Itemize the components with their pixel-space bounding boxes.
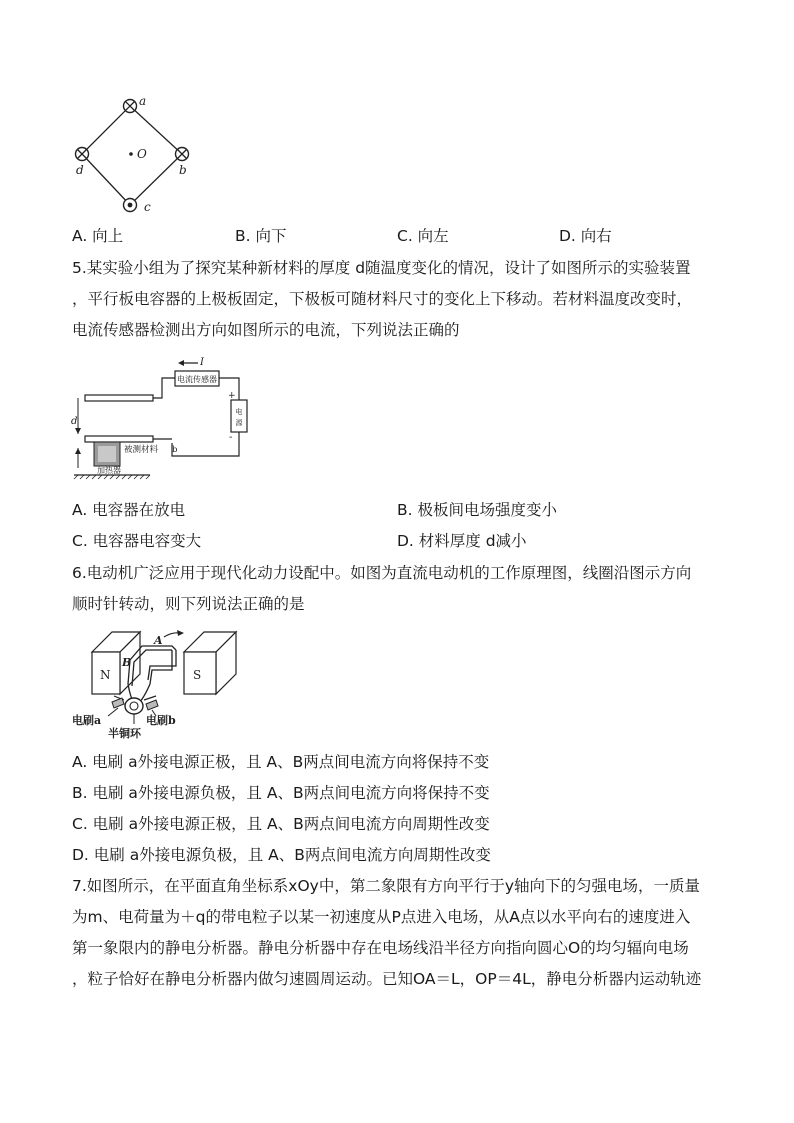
half-copper-ring-icon bbox=[112, 696, 158, 714]
s-magnet bbox=[184, 632, 236, 694]
point-a-label: A bbox=[154, 634, 163, 647]
q4-wire-square-diagram bbox=[70, 92, 200, 216]
q4-option-c: C. 向左 bbox=[397, 227, 449, 245]
q6-option-d: D. 电刷 a外接电源负极，且 A、B两点间电流方向周期性改变 bbox=[72, 846, 491, 864]
q6-option-a: A. 电刷 a外接电源正极，且 A、B两点间电流方向将保持不变 bbox=[72, 753, 490, 771]
plus-sign: + bbox=[228, 391, 236, 401]
s-label: S bbox=[193, 668, 202, 682]
q7-stem-line-2: 为m、电荷量为＋q的带电粒子以某一初速度从P点进入电场，从A点以水平向右的速度进入 bbox=[72, 908, 691, 926]
q6-stem-line-2: 顺时针转动，则下列说法正确的是 bbox=[72, 595, 305, 613]
wire-d-cross-icon bbox=[76, 148, 89, 161]
label-b: b bbox=[179, 163, 187, 177]
center-o-dot bbox=[129, 152, 133, 156]
source-label-1: 电 bbox=[235, 408, 243, 416]
q5-stem-line-1: 5.某实验小组为了探究某种新材料的厚度 d随温度变化的情况，设计了如图所示的实验装置 bbox=[72, 259, 691, 277]
half-ring-label: 半铜环 bbox=[108, 727, 141, 740]
brush-b-label: 电刷b bbox=[146, 714, 176, 727]
bottom-plate bbox=[85, 436, 153, 442]
top-plate bbox=[85, 395, 153, 401]
wire-top bbox=[153, 378, 175, 398]
power-source-box bbox=[231, 400, 247, 432]
label-o: O bbox=[137, 147, 147, 161]
current-arrow-icon bbox=[178, 360, 184, 366]
q5-option-b: B. 极板间电场强度变小 bbox=[397, 501, 557, 519]
q5-stem-line-3: 电流传感器检测出方向如图所示的电流，下列说法正确的 bbox=[72, 321, 460, 339]
svg-text:b: b bbox=[172, 445, 178, 455]
q4-option-b: B. 向下 bbox=[235, 227, 287, 245]
q6-stem-line-1: 6.电动机广泛应用于现代化动力设配中。如图为直流电动机的工作原理图，线圈沿图示方向 bbox=[72, 564, 692, 582]
n-label: N bbox=[100, 668, 111, 682]
q5-capacitor-circuit-diagram bbox=[72, 352, 252, 480]
heater-label: 加热器 bbox=[97, 466, 121, 475]
q5-option-a: A. 电容器在放电 bbox=[72, 501, 186, 519]
q6-option-c: C. 电刷 a外接电源正极，且 A、B两点间电流方向周期性改变 bbox=[72, 815, 490, 833]
n-magnet bbox=[92, 632, 140, 694]
point-b-label: B bbox=[122, 656, 132, 669]
wire-c-dot-icon bbox=[124, 199, 137, 212]
q4-option-d: D. 向右 bbox=[559, 227, 612, 245]
q6-dc-motor-diagram bbox=[72, 624, 244, 740]
square-outline bbox=[82, 106, 182, 205]
d-label: d bbox=[71, 416, 78, 427]
label-d: d bbox=[76, 163, 84, 177]
q5-stem-line-2: ，平行板电容器的上极板固定，下极板可随材料尺寸的变化上下移动。若材料温度改变时， bbox=[72, 290, 693, 308]
current-label: I bbox=[200, 357, 204, 368]
q5-option-c: C. 电容器电容变大 bbox=[72, 532, 202, 550]
sensor-label: 电流传感器 bbox=[177, 375, 217, 384]
q5-option-d: D. 材料厚度 d减小 bbox=[397, 532, 527, 550]
q6-option-b: B. 电刷 a外接电源负极，且 A、B两点间电流方向将保持不变 bbox=[72, 784, 490, 802]
minus-sign: - bbox=[229, 432, 233, 443]
material-label: 被测材料 bbox=[124, 445, 159, 455]
wire-b-cross-icon bbox=[176, 148, 189, 161]
q4-option-a: A. 向上 bbox=[72, 227, 124, 245]
q7-stem-line-3: 第一象限内的静电分析器。静电分析器中存在电场线沿半径方向指向圆心O的均匀辐向电场 bbox=[72, 939, 689, 957]
label-c: c bbox=[144, 200, 151, 214]
wire-a-cross-icon bbox=[124, 100, 137, 113]
q7-stem-line-1: 7.如图所示，在平面直角坐标系xOy中，第二象限有方向平行于y轴向下的匀强电场，一质量 bbox=[72, 877, 701, 895]
rotation-arrow-icon bbox=[177, 630, 184, 636]
label-a: a bbox=[139, 94, 147, 108]
brush-a-label: 电刷a bbox=[72, 714, 102, 727]
q7-stem-line-4: ，粒子恰好在静电分析器内做匀速圆周运动。已知OA＝L，OP＝4L，静电分析器内运动轨迹 bbox=[72, 970, 702, 988]
source-label-2: 源 bbox=[235, 419, 243, 427]
